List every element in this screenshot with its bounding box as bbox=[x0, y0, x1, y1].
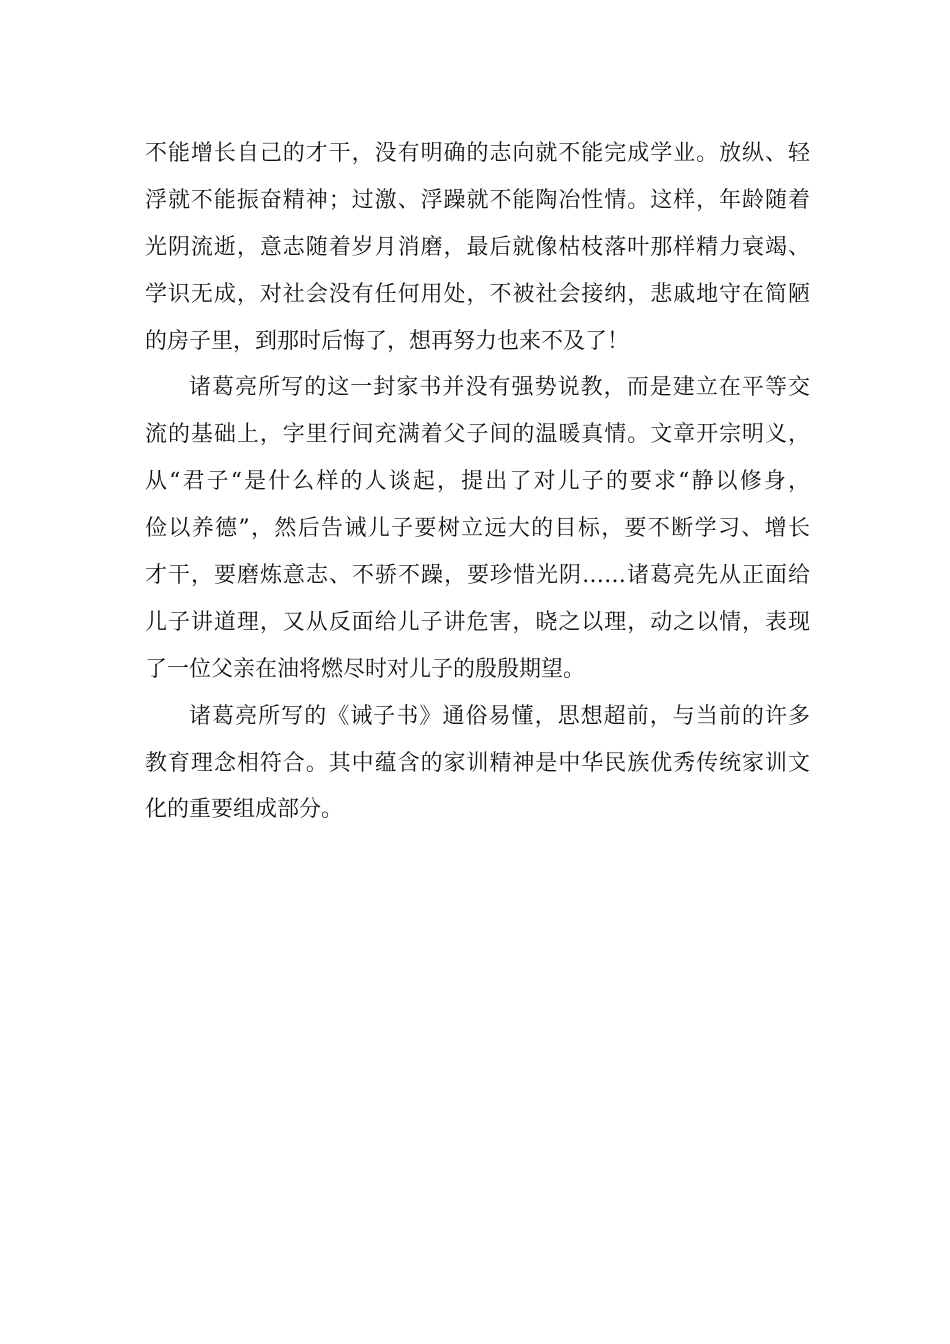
text-line: 光阴流逝，意志随着岁月消磨，最后就像枯枝落叶那样精力衰竭、 bbox=[145, 234, 810, 260]
text-line: 从“君子“是什么样的人谈起，提出了对儿子的要求“静以修身， bbox=[145, 469, 810, 495]
paragraph-2 bbox=[145, 365, 810, 693]
document-body bbox=[145, 131, 810, 834]
text-line: 诸葛亮所写的这一封家书并没有强势说教，而是建立在平等交 bbox=[189, 375, 810, 401]
text-line: 了一位父亲在油将燃尽时对儿子的殷殷期望。 bbox=[145, 656, 586, 682]
text-line: 流的基础上，字里行间充满着父子间的温暖真情。文章开宗明义， bbox=[145, 422, 810, 448]
text-line: 教育理念相符合。其中蕴含的家训精神是中华民族优秀传统家训文 bbox=[145, 750, 810, 776]
text-line: 化的重要组成部分。 bbox=[145, 797, 344, 823]
text-line: 儿子讲道理，又从反面给儿子讲危害，晓之以理，动之以情，表现 bbox=[145, 609, 810, 635]
text-line: 的房子里，到那时后悔了，想再努力也来不及了！ bbox=[145, 328, 630, 354]
text-line: 诸葛亮所写的《诫子书》通俗易懂，思想超前，与当前的许多 bbox=[189, 703, 810, 729]
text-line: 浮就不能振奋精神；过激、浮躁就不能陶冶性情。这样，年龄随着 bbox=[145, 187, 810, 213]
text-line: 俭以养德”，然后告诫儿子要树立远大的目标，要不断学习、增长 bbox=[145, 516, 810, 542]
text-line: 学识无成，对社会没有任何用处，不被社会接纳，悲戚地守在简陋 bbox=[145, 281, 810, 307]
text-line: 才干，要磨炼意志、不骄不躁，要珍惜光阴……诸葛亮先从正面给 bbox=[145, 563, 810, 589]
paragraph-3 bbox=[145, 694, 810, 835]
text-line: 不能增长自己的才干，没有明确的志向就不能完成学业。放纵、轻 bbox=[145, 141, 810, 166]
paragraph-1 bbox=[145, 131, 810, 365]
